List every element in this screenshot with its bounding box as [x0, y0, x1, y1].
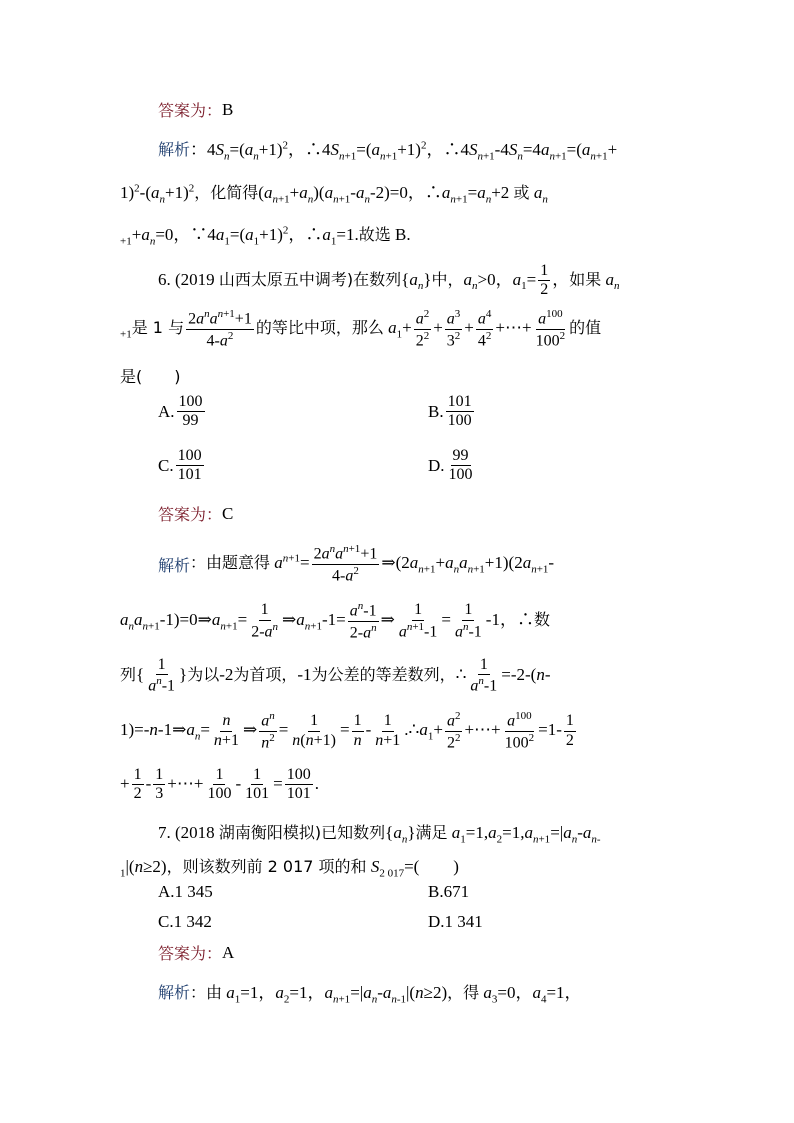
question-6-stem: 是( )	[120, 367, 181, 386]
option-d: D. 1 341	[428, 912, 483, 931]
answer-line: 答案为： C	[158, 503, 234, 524]
analysis-line: $1)=-n-1\Rightarrow a_n=$ $\frac{n}{n+1}$ ⇒ $\frac{a^n}{n^2}$ = $\frac{1}{n(n+1)}$ = $\frac{1}{n}$ - $\frac{1}{n+1}$ $.\therefore a_1+$ $\frac{a^2}{2^2}$ +⋯+ $\frac{a^{100}}{100^2}$ =1- $\frac{1}{2}$	[120, 710, 574, 752]
answer-value: B	[222, 99, 234, 119]
question-7-stem: $_1$|(n≥2)，则该数列前 2 017 项的和 $S_{2 017}=$( )	[120, 857, 459, 880]
question-7-stem: 7. (2018 湖南衡阳模拟)已知数列$\{a_n\}$满足 $a_1=1,a_2=1,a_{n+1}=|a_n-a_{n-}$	[158, 823, 601, 846]
option-c: C. 1 342	[158, 912, 212, 931]
option-b: B. 671	[428, 882, 470, 901]
analysis-line: 列{ $\frac{1}{a^n-1}$ }为以-2为首项，-1为公差的等差数列，∴ $\frac{1}{a^n-1}$ =-2-(n-	[120, 656, 551, 695]
question-6-stem: $_{+1}$是 1 与 $\frac{2a^na^{n+1}+1}{4-a^2}$ 的等比中项，那么 $a_1+$ $\frac{a^2}{2^2}$ + $\frac{a^3}{3^2}$ + $\frac{a^4}{4^2}$ +⋯+ $\frac{a^{100}}{100^2}$ 的值	[120, 308, 602, 350]
option-c: C. $\frac{100}{101}$	[158, 447, 202, 484]
option-a: A. 1 345	[158, 882, 213, 901]
analysis-label: 解析	[158, 140, 191, 160]
option-a: A. $\frac{100}{99}$	[158, 393, 203, 430]
analysis-line: 解析 ：由 $a_1=1$，$a_2=1$，$a_{n+1}=|a_n-a_{n-1}|(n\ge 2)$，得 $a_3=0$，$a_4=1$，	[158, 983, 582, 1006]
analysis-line: + $\frac{1}{2}$ - $\frac{1}{3}$ +⋯+ $\frac{1}{100}$ - $\frac{1}{101}$ = $\frac{100}{101}$ .	[120, 766, 319, 803]
analysis-line: 解析 ：$4S_n=(a_n+1)^2$，$\therefore 4S_{n+1}=(a_{n+1}+1)^2$，$\therefore 4S_{n+1}-4S_n=4a_{n+1}=(a_{n+1}+$	[158, 135, 718, 162]
analysis-line: $1)^2-(a_n+1)^2$，化简得$(a_{n+1}+a_n)(a_{n+1}-a_n-2)=0$，$\therefore a_{n+1}=a_n+2$ 或 $a_n$	[120, 182, 548, 206]
answer-line: 答案为： A	[158, 942, 235, 963]
question-6-stem: 6. (2019 山西太原五中调考)在数列$\{a_n\}$中，$a_n>0$，$a_1=$ $\frac{1}{2}$ ，如果 $a_n$	[158, 262, 620, 299]
answer-label: 答案为：	[158, 101, 223, 120]
analysis-line: $a_na_{n+1}-1)=0\Rightarrow a_{n+1}=$ $\frac{1}{2-a^n}$ $\Rightarrow a_{n+1}-1=$ $\frac{a^n-1}{2-a^n}$ ⇒ $\frac{1}{a^{n+1}-1}$ = $\frac{1}{a^n-1}$ -1，∴数	[120, 600, 550, 642]
answer-line	[158, 98, 718, 121]
analysis-line: $_{+1}+a_n=0$，$\because 4a_1=(a_1+1)^2$，$\therefore a_1=1$.故选 B.	[120, 224, 411, 248]
option-d: D. $\frac{99}{100}$	[428, 447, 473, 484]
option-b: B. $\frac{101}{100}$	[428, 393, 472, 430]
analysis-line: 解析 ：由题意得 $a^{n+1}=$ $\frac{2a^na^{n+1}+1}{4-a^2}$ $\Rightarrow(2a_{n+1}+a_na_{n+1}+1)(2a_{n+1}-$	[158, 543, 555, 585]
